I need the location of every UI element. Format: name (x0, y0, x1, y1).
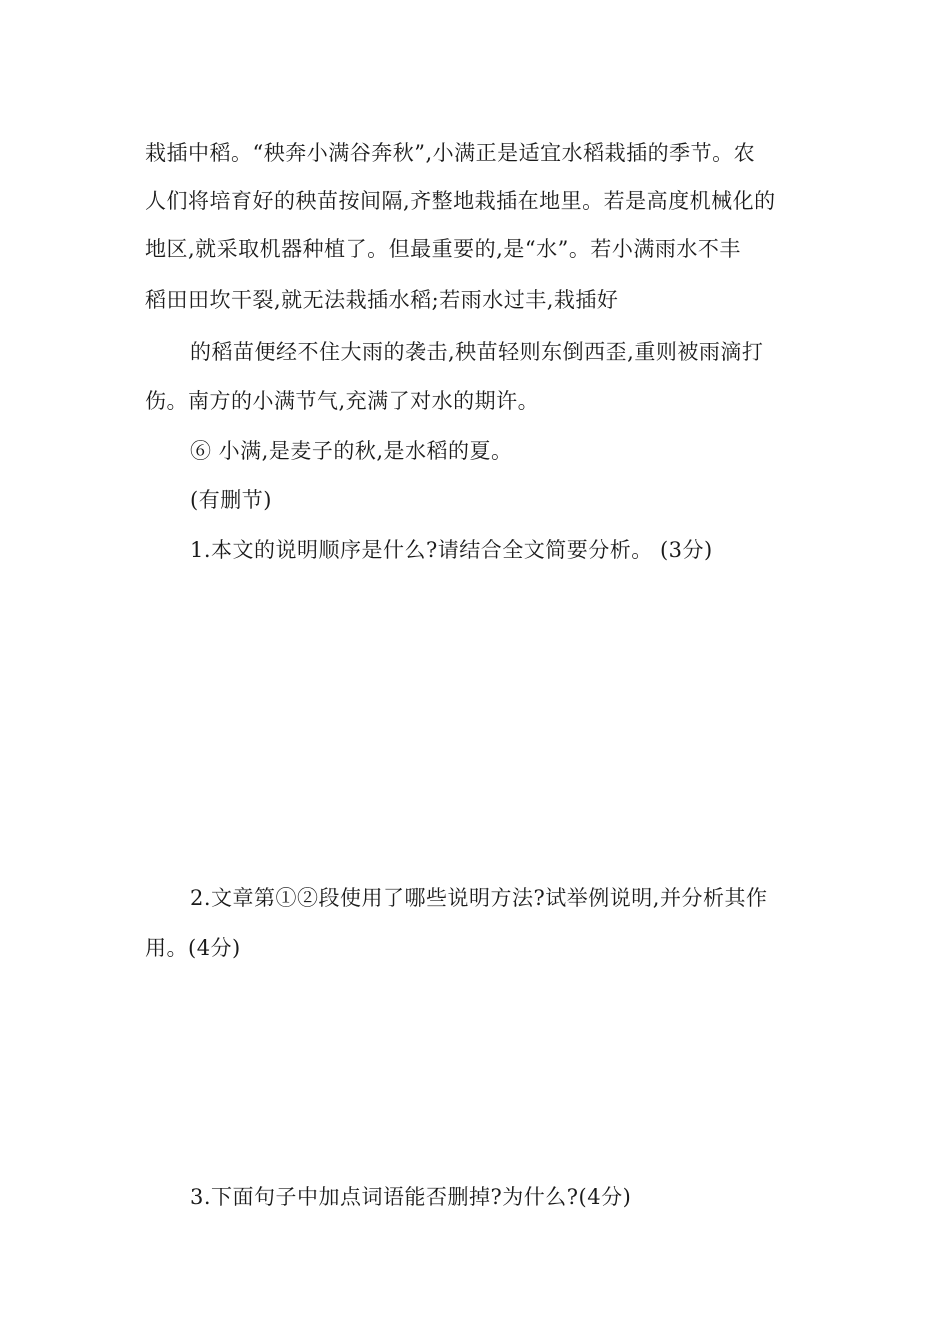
passage-line: 栽插中稻。“秧奔小满谷奔秋”,小满正是适宜水稻栽插的季节。农 (145, 141, 756, 165)
passage-line: 地区,就采取机器种植了。但最重要的,是“水”。若小满雨水不丰 (145, 237, 741, 261)
passage-line: 人们将培育好的秧苗按间隔,齐整地栽插在地里。若是高度机械化的 (145, 189, 776, 213)
question-1: 1.本文的说明顺序是什么?请结合全文简要分析。 (3分) (190, 538, 713, 562)
passage-line: 的稻苗便经不住大雨的袭击,秧苗轻则东倒西歪,重则被雨滴打 (190, 340, 764, 364)
question-2: 2.文章第①②段使用了哪些说明方法?试举例说明,并分析其作 (190, 886, 768, 910)
question-3: 3.下面句子中加点词语能否删掉?为什么?(4分) (190, 1185, 632, 1209)
passage-line: 伤。南方的小满节气,充满了对水的期许。 (145, 389, 540, 413)
passage-line: ⑥ 小满,是麦子的秋,是水稻的夏。 (190, 439, 513, 463)
passage-line: 稻田田坎干裂,就无法栽插水稻;若雨水过丰,栽插好 (145, 288, 619, 312)
source-note: (有删节) (190, 488, 272, 512)
question-2-continued: 用。(4分) (145, 936, 241, 960)
